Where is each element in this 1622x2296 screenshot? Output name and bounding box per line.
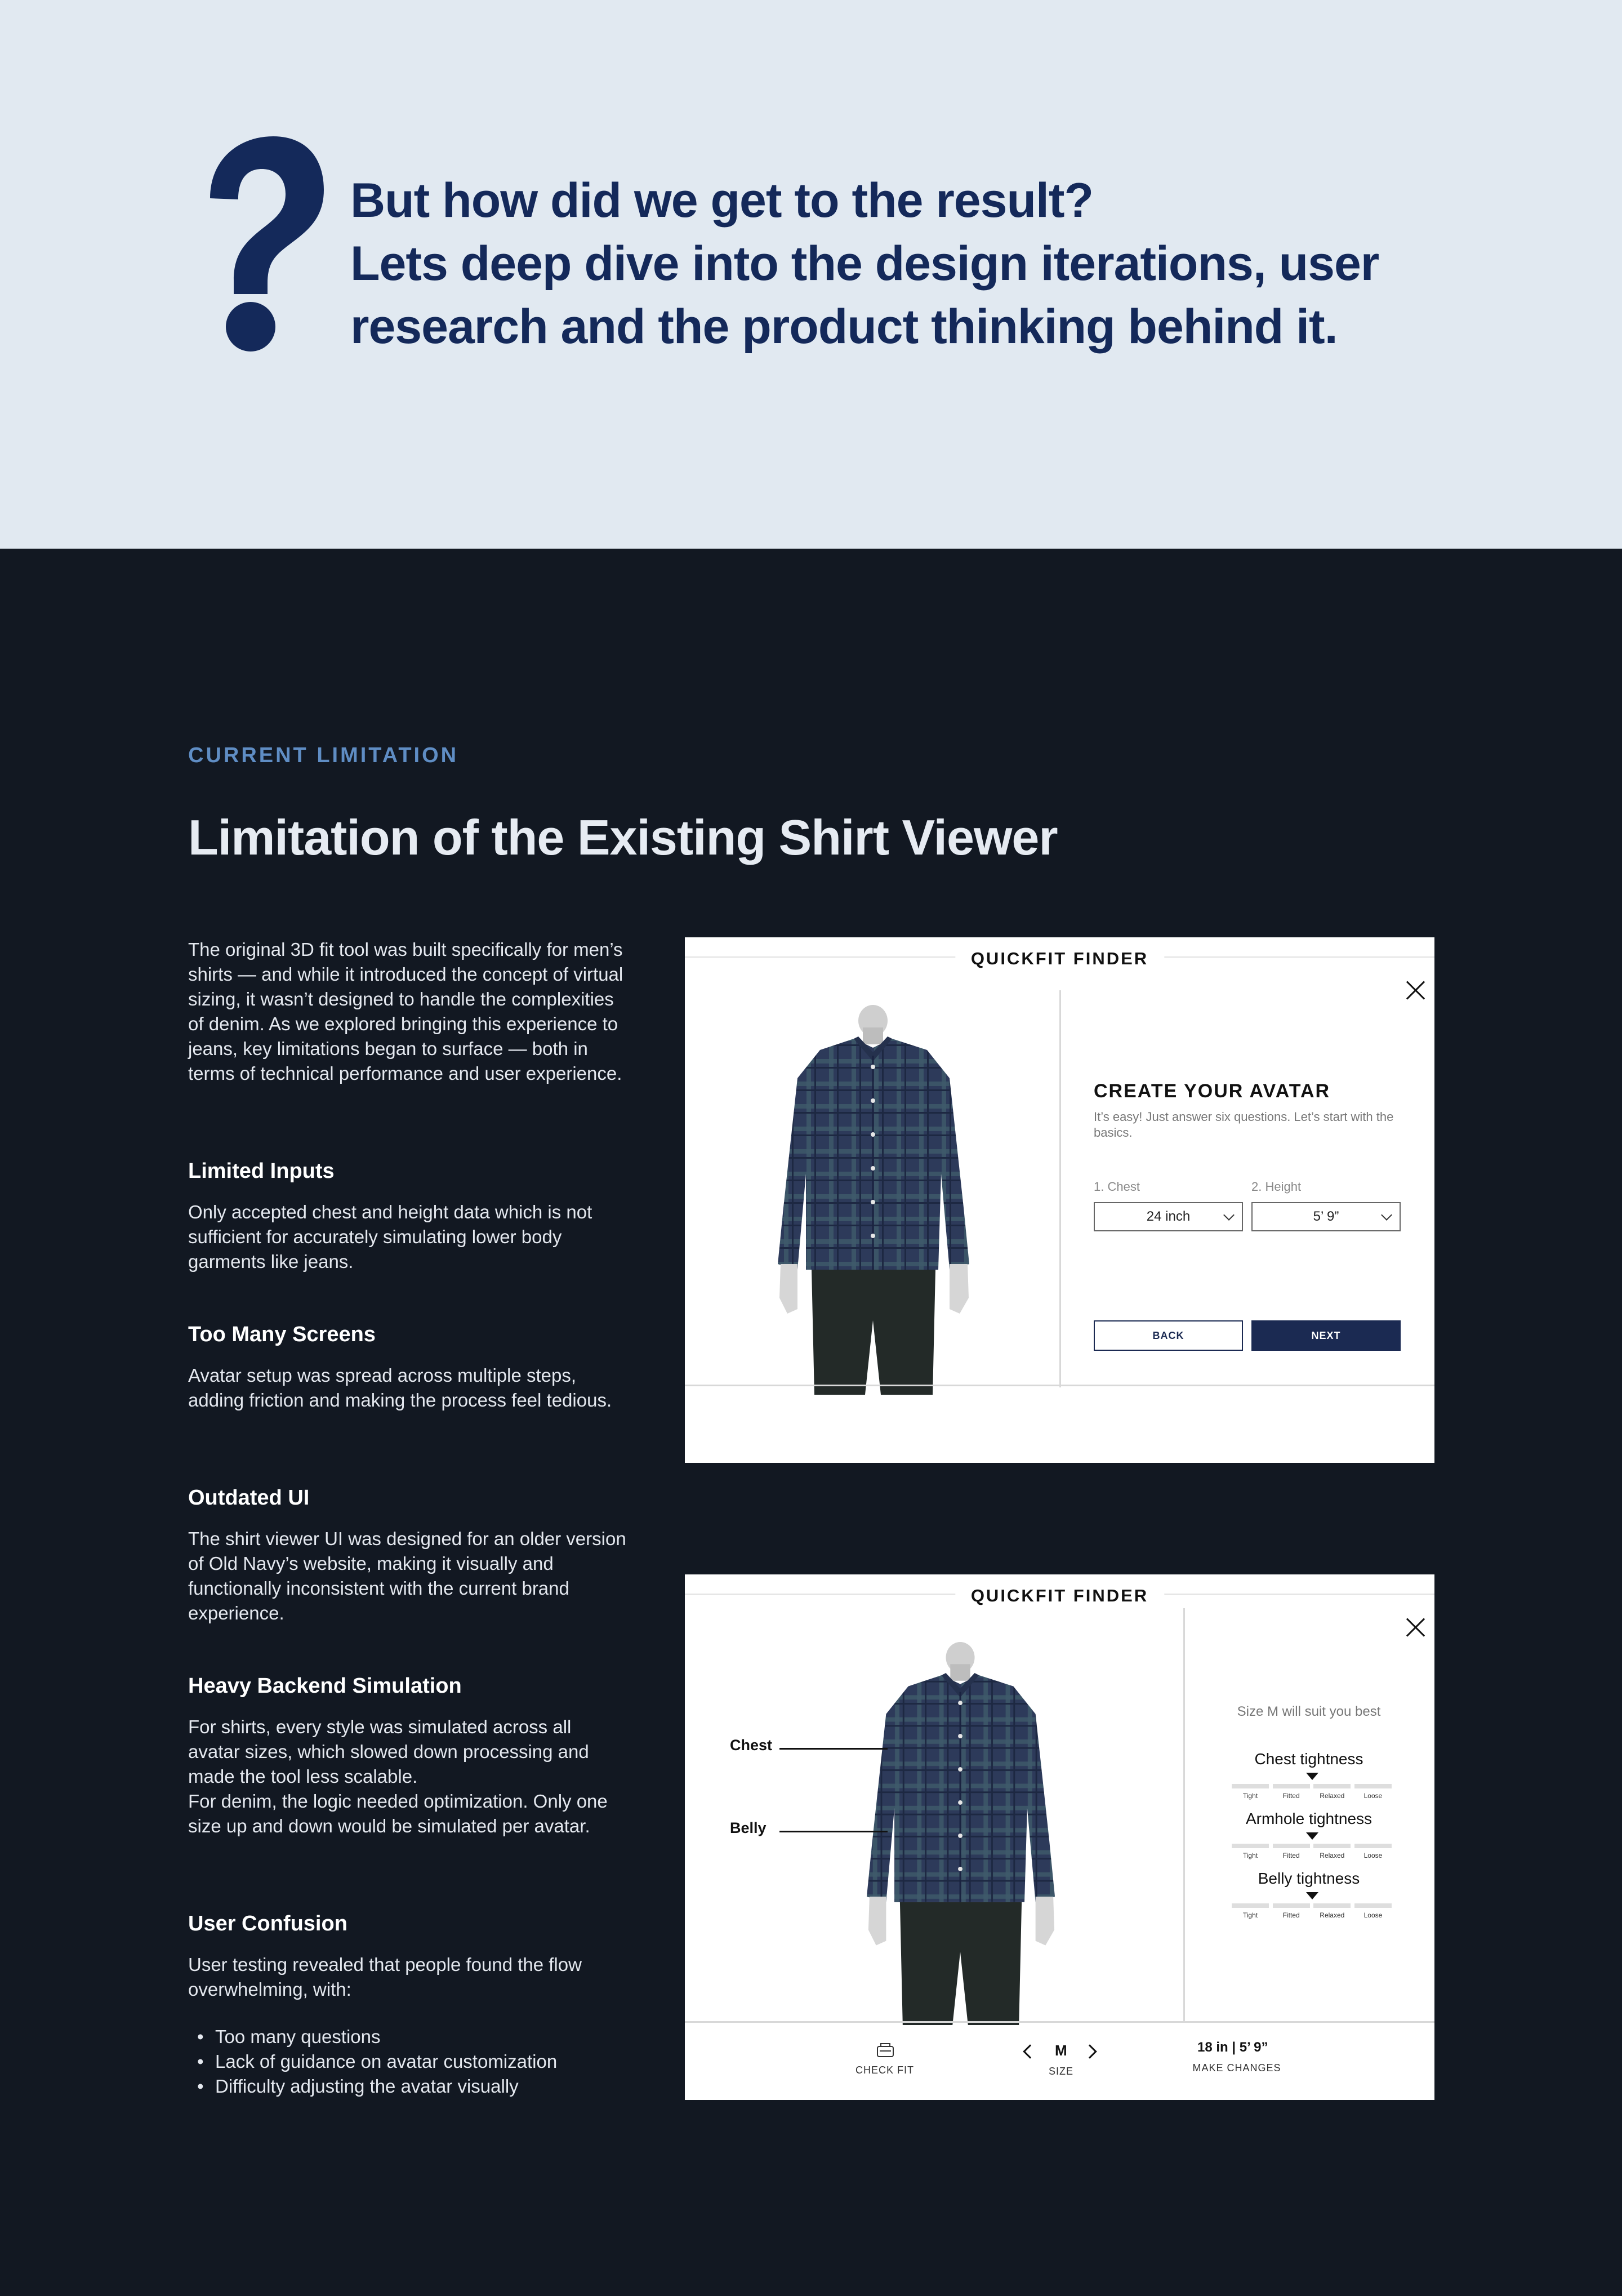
avatar-description: It’s easy! Just answer six questions. Let’s start with the basics.: [1094, 1110, 1394, 1140]
armhole-tightness-scale[interactable]: [1232, 1844, 1392, 1849]
make-changes-link[interactable]: MAKE CHANGES: [1192, 2062, 1281, 2073]
armhole-tightness-title: Armhole tightness: [1245, 1810, 1373, 1827]
check-fit-label[interactable]: CHECK FIT: [855, 2064, 914, 2076]
close-icon[interactable]: [1405, 980, 1425, 1000]
back-button[interactable]: BACK: [1094, 1320, 1243, 1351]
mockup-title: QUICKFIT FINDER: [955, 949, 1164, 969]
question-mark-icon: [194, 136, 324, 362]
check-fit-icon[interactable]: [875, 2042, 895, 2059]
point-title: Outdated UI: [188, 1486, 310, 1510]
point-body: Avatar setup was spread across multiple steps, adding friction and making the process feel tedious.: [188, 1365, 612, 1410]
list-item: • Difficulty adjusting the avatar visually: [188, 2074, 650, 2099]
list-item: • Lack of guidance on avatar customization: [188, 2049, 650, 2074]
intro-line: But how did we get to the result?: [350, 173, 1094, 228]
chest-callout-line: [779, 1748, 888, 1750]
point-body: User testing revealed that people found the flow overwhelming, with:: [188, 1954, 582, 2000]
chest-select[interactable]: [1094, 1202, 1243, 1231]
size-label: SIZE: [1048, 2066, 1073, 2077]
point-body: The shirt viewer UI was designed for an older version of Old Navy’s website, making it visually and functionally inconsistent with the current brand experience.: [188, 1528, 626, 1623]
chest-callout-label: Chest: [730, 1737, 773, 1754]
intro-line: research and the product thinking behind it.: [350, 300, 1338, 354]
intro-heading: [350, 169, 1477, 358]
intro-banner: [0, 0, 1622, 549]
point-title: Heavy Backend Simulation: [188, 1674, 462, 1698]
point-title: Limited Inputs: [188, 1159, 335, 1183]
intro-line: Lets deep dive into the design iterations, user: [350, 237, 1379, 291]
chest-select-value: 24 inch: [1146, 1209, 1191, 1224]
section-heading: Limitation of the Existing Shirt Viewer: [188, 809, 1058, 865]
point-body: Only accepted chest and height data which is not sufficient for accurately simulating lower body garments like jeans.: [188, 1202, 592, 1272]
next-button[interactable]: NEXT: [1251, 1320, 1401, 1351]
belly-tightness-title: Belly tightness: [1258, 1870, 1360, 1887]
close-icon[interactable]: [1405, 1617, 1425, 1638]
indicator-arrow-icon: [1306, 1892, 1318, 1899]
belly-tightness-labels: Tight Fitted Relaxed Loose: [1242, 1911, 1383, 1919]
height-select[interactable]: [1251, 1202, 1401, 1231]
footer-divider: [685, 2021, 1434, 2023]
size-recommendation: Size M will suit you best: [1237, 1704, 1381, 1719]
quickfit-result-mockup: [685, 1574, 1434, 2100]
quickfit-avatar-mockup: [685, 937, 1434, 1463]
avatar-shirt-image: [837, 1642, 1085, 2025]
chest-tightness-labels: Tight Fitted Relaxed Loose: [1242, 1792, 1383, 1800]
armhole-tightness-labels: Tight Fitted Relaxed Loose: [1242, 1852, 1383, 1859]
mockup-title: QUICKFIT FINDER: [955, 1586, 1164, 1606]
list-item: • Too many questions: [188, 2024, 650, 2049]
footer-divider: [685, 1385, 1434, 1386]
size-value: M: [1055, 2042, 1067, 2059]
panel-divider: [1059, 990, 1061, 1387]
confusion-list: [188, 2024, 650, 2099]
height-question-label: 2. Height: [1251, 1180, 1302, 1194]
chest-tightness-title: Chest tightness: [1254, 1750, 1363, 1768]
avatar-title: CREATE YOUR AVATAR: [1094, 1080, 1331, 1102]
chevron-right-icon[interactable]: [1082, 2044, 1097, 2058]
point-body: For denim, the logic needed optimization. Only one size up and down would be simulated per avatar.: [188, 1791, 608, 1836]
chevron-down-icon: [1381, 1209, 1392, 1221]
point-title: Too Many Screens: [188, 1323, 376, 1346]
avatar-shirt-image: [752, 1005, 995, 1395]
belly-tightness-scale[interactable]: [1232, 1903, 1392, 1909]
chevron-left-icon[interactable]: [1023, 2044, 1037, 2058]
indicator-arrow-icon: [1306, 1832, 1318, 1840]
point-body: For shirts, every style was simulated across all avatar sizes, which slowed down processing and made the tool less scalable.: [188, 1716, 589, 1787]
height-select-value: 5’ 9”: [1313, 1209, 1339, 1224]
indicator-arrow-icon: [1306, 1773, 1318, 1780]
section-eyebrow: CURRENT LIMITATION: [188, 744, 459, 767]
chest-question-label: 1. Chest: [1094, 1180, 1140, 1194]
belly-callout-label: Belly: [730, 1819, 767, 1836]
belly-callout-line: [779, 1831, 888, 1832]
measurements-value: 18 in | 5’ 9”: [1197, 2040, 1268, 2055]
point-title: User Confusion: [188, 1912, 347, 1935]
chest-tightness-scale[interactable]: [1232, 1784, 1392, 1790]
chevron-down-icon: [1223, 1209, 1235, 1221]
intro-paragraph: The original 3D fit tool was built specifically for men’s shirts — and while it introduced the concept of virtual sizing, it wasn’t designed to handle the complexities of denim. As we explored bringing this experience to jeans, key limitations began to surface — both in terms of technical performance and user experience.: [188, 939, 623, 1084]
